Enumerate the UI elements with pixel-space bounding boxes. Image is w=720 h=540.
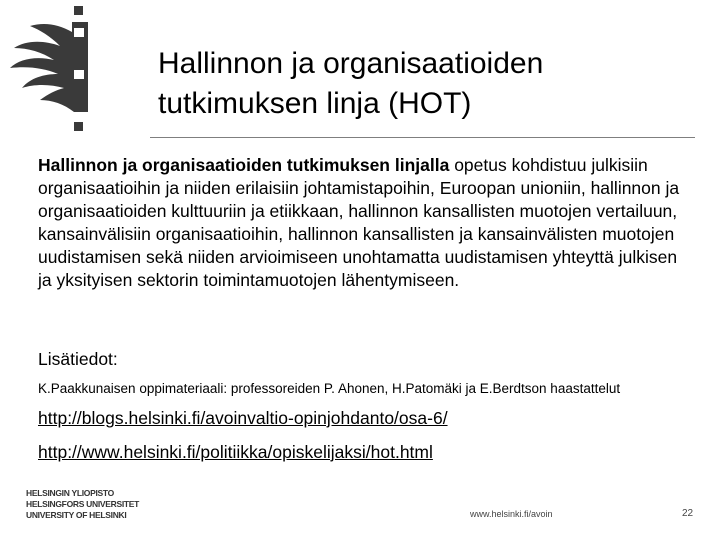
- title-line-2: tutkimuksen linja (HOT): [158, 87, 472, 120]
- university-name-en: UNIVERSITY OF HELSINKI: [26, 510, 127, 520]
- university-name-sv: HELSINGFORS UNIVERSITET: [26, 499, 140, 509]
- body-text: opetus kohdistuu julkisiin organisaatioihin ja niiden erilaisiin johtamistapoihin, Euroopan unioniin, hallinnon ja organisaatioiden kulttuuriin ja etiikkaan, hallinnon kansallisten muotojen vertailuun, kansainvälisiin organisaatioihin, hallinnon kansallisten ja kansainvälisten muotojen uudistamisen sekä niiden arvioimiseen unohtamatta uudistamisen yhteyttä julkisen ja yksityisen sektorin toimintamuotojen lähentymiseen.: [38, 155, 680, 290]
- title-divider: [150, 137, 695, 138]
- info-heading: Lisätiedot:: [38, 349, 118, 369]
- blog-link[interactable]: http://blogs.helsinki.fi/avoinvaltio-opinjohdanto/osa-6/: [38, 408, 448, 428]
- body-lead: Hallinnon ja organisaatioiden tutkimuksen linjalla: [38, 155, 450, 175]
- body-paragraph: [38, 154, 693, 292]
- page-number: 22: [682, 508, 694, 519]
- university-name-footer: [26, 488, 139, 521]
- university-name-fi: HELSINGIN YLIOPISTO: [26, 488, 114, 498]
- slide-title: [158, 44, 698, 124]
- title-line-1: Hallinnon ja organisaatioiden: [158, 47, 544, 80]
- source-note: K.Paakkunaisen oppimateriaali: professoreiden P. Ahonen, H.Patomäki ja E.Berdtson haastattelut: [38, 381, 621, 396]
- hot-page-link[interactable]: http://www.helsinki.fi/politiikka/opiskelijaksi/hot.html: [38, 442, 433, 462]
- footer-url: www.helsinki.fi/avoin: [470, 509, 553, 519]
- university-logo-icon: [4, 4, 114, 134]
